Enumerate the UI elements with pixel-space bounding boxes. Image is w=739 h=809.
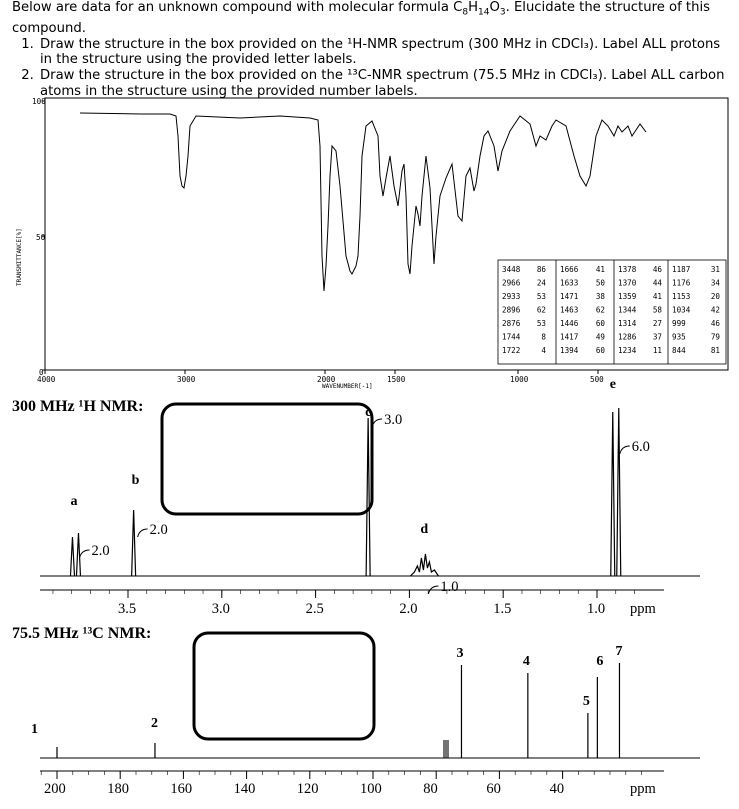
intro-line: Below are data for an unknown compound with molecular formula $C_8H_{14}O_3$. Elucidate the structure of this compound. (12, 0, 710, 37)
ir-table-cell: 1744 (502, 332, 521, 342)
hnmr-integral: 3.0 (384, 412, 403, 428)
ir-table-cell: 999 (672, 319, 686, 328)
hnmr-title: 300 MHz ¹H NMR: (12, 398, 144, 415)
ir-table-cell: 46 (652, 265, 662, 274)
cnmr-peak-label: 4 (522, 654, 530, 669)
ir-table-cell: 1034 (672, 305, 691, 315)
ir-table-cell: 46 (710, 319, 720, 328)
ir-table-cell: 60 (595, 319, 605, 328)
ir-table-cell: 62 (536, 305, 546, 315)
cnmr-xtick: 120 (296, 781, 319, 797)
cnmr-peak-label: 6 (596, 654, 604, 669)
ir-x-label: WAVENUMBER[-1] (322, 383, 373, 390)
cnmr-structure-box[interactable] (194, 633, 374, 739)
ir-table-cell: 58 (652, 305, 662, 315)
cnmr-peak-label: 5 (582, 694, 590, 709)
hnmr-peak (410, 554, 438, 576)
ir-table-cell: 4 (541, 346, 546, 355)
hnmr-peak-label: d (420, 522, 429, 537)
ir-table-cell: 1417 (560, 332, 579, 342)
hnmr-xtick: 1.0 (587, 601, 606, 617)
ir-table-cell: 935 (672, 332, 686, 342)
ir-ytick-100: 100 (32, 97, 46, 106)
ir-table-cell: 24 (536, 278, 546, 288)
ir-table-cell: 1378 (618, 265, 637, 274)
ir-table-cell: 11 (652, 346, 662, 355)
ir-table-cell: 1722 (502, 346, 521, 355)
ir-ytick-0: 0 (39, 368, 44, 377)
ir-table-cell: 844 (672, 346, 686, 355)
cnmr-xtick: 40 (549, 781, 565, 797)
cnmr-spectrum (0, 625, 739, 809)
hnmr-peak-label: c (365, 405, 372, 420)
ir-table-cell: 1463 (560, 305, 579, 315)
ir-table-cell: 1666 (560, 265, 579, 274)
ir-table-cell: 62 (595, 305, 605, 315)
ir-table-cell: 1176 (672, 278, 691, 288)
ir-spectrum (0, 96, 739, 396)
ir-xtick: 3000 (177, 375, 196, 384)
ir-table-cell: 1471 (560, 292, 579, 301)
cnmr-xtick: 200 (44, 781, 66, 797)
ir-table-cell: 31 (710, 265, 720, 274)
cnmr-unit: ppm (630, 781, 656, 797)
ir-table-cell: 2876 (502, 319, 521, 328)
hnmr-integral: 2.0 (149, 522, 168, 538)
ir-table-cell: 60 (595, 346, 605, 355)
ir-table-cell: 1344 (618, 305, 637, 315)
ir-table-cell: 27 (652, 319, 662, 328)
cnmr-peak-label: 2 (150, 716, 158, 731)
ir-table-cell: 37 (652, 332, 662, 342)
cnmr-title: 75.5 MHz ¹³C NMR: (12, 625, 152, 642)
ir-table-cell: 1359 (618, 292, 637, 301)
hnmr-xtick: 2.0 (399, 601, 418, 617)
ir-table-cell: 41 (652, 292, 662, 301)
ir-table-cell: 1446 (560, 319, 579, 328)
ir-table-cell: 1234 (618, 346, 637, 355)
cnmr-xtick: 80 (423, 781, 438, 797)
cnmr-xtick: 60 (486, 781, 501, 797)
cnmr-peak-label: 3 (456, 646, 464, 661)
ir-table-cell: 20 (710, 292, 720, 301)
ir-table-cell: 38 (595, 292, 605, 301)
ir-table-cell: 53 (536, 319, 546, 328)
hnmr-integral: 2.0 (91, 543, 110, 559)
ir-table-cell: 1394 (560, 346, 579, 355)
ir-table-cell: 8 (541, 332, 546, 342)
ir-table-cell: 2896 (502, 305, 521, 315)
ir-peak-table (498, 260, 726, 364)
hnmr-unit: ppm (630, 601, 656, 617)
ir-table-cell: 81 (710, 346, 720, 355)
ir-table-cell: 2933 (502, 292, 521, 301)
cnmr-xtick: 100 (360, 781, 382, 797)
ir-xtick: 4000 (37, 375, 56, 384)
cnmr-xtick: 180 (107, 781, 129, 797)
hnmr-integral: 6.0 (631, 439, 650, 455)
hnmr-integral: 1.0 (440, 579, 459, 595)
ir-table-cell: 49 (595, 332, 605, 342)
ir-xtick: 1500 (387, 375, 406, 384)
ir-y-label: TRANSMITTANCE[%] (16, 228, 23, 286)
ir-table-cell: 42 (710, 305, 720, 315)
ir-table-cell: 44 (652, 278, 662, 288)
hnmr-xtick: 3.0 (211, 601, 230, 617)
ir-table-cell: 50 (595, 278, 605, 288)
ir-ytick-50: 50 (36, 233, 46, 242)
instruction-2: 2. Draw the structure in the box provided on the ¹³C-NMR spectrum (75.5 MHz in CDCl₃). Label ALL carbon atoms in the structure using the provided number labels. (38, 68, 734, 99)
cnmr-peak-label: 7 (615, 644, 623, 659)
ir-table-cell: 1187 (672, 265, 691, 274)
ir-table-cell: 79 (710, 332, 720, 342)
ir-table-cell: 86 (536, 265, 546, 274)
ir-table-cell: 1286 (618, 332, 637, 342)
hnmr-xtick: 3.5 (118, 601, 137, 617)
cnmr-xtick: 160 (170, 781, 193, 797)
hnmr-xtick: 2.5 (305, 601, 324, 617)
hnmr-peak-label: b (131, 473, 140, 488)
ir-table-cell: 1370 (618, 278, 637, 288)
ir-table-cell: 34 (710, 278, 720, 288)
hnmr-peak-label: e (609, 377, 616, 392)
ir-xtick: 500 (590, 375, 604, 384)
hnmr-peak (366, 418, 370, 576)
hnmr-peak (132, 510, 136, 576)
ir-table-cell: 1314 (618, 319, 637, 328)
hnmr-peak (611, 408, 621, 576)
ir-xtick: 2000 (317, 375, 336, 384)
cnmr-peak-label: 1 (31, 722, 38, 737)
ir-table-cell: 2966 (502, 278, 521, 288)
ir-table-cell: 41 (595, 265, 605, 274)
ir-table-cell: 53 (536, 292, 546, 301)
hnmr-xtick: 1.5 (493, 601, 512, 617)
ir-table-cell: 1633 (560, 278, 579, 288)
hnmr-structure-box[interactable] (162, 404, 372, 514)
cnmr-xtick: 140 (233, 781, 256, 797)
ir-xtick: 1000 (510, 375, 529, 384)
question-text (12, 0, 734, 99)
instruction-1: 1. Draw the structure in the box provided on the ¹H-NMR spectrum (300 MHz in CDCl₃). Label ALL protons in the structure using the provided letter labels. (38, 37, 734, 68)
ir-table-cell: 3448 (502, 265, 521, 274)
ir-table-cell: 1153 (672, 292, 691, 301)
hnmr-peak (70, 533, 80, 576)
hnmr-peak-label: a (70, 494, 78, 509)
